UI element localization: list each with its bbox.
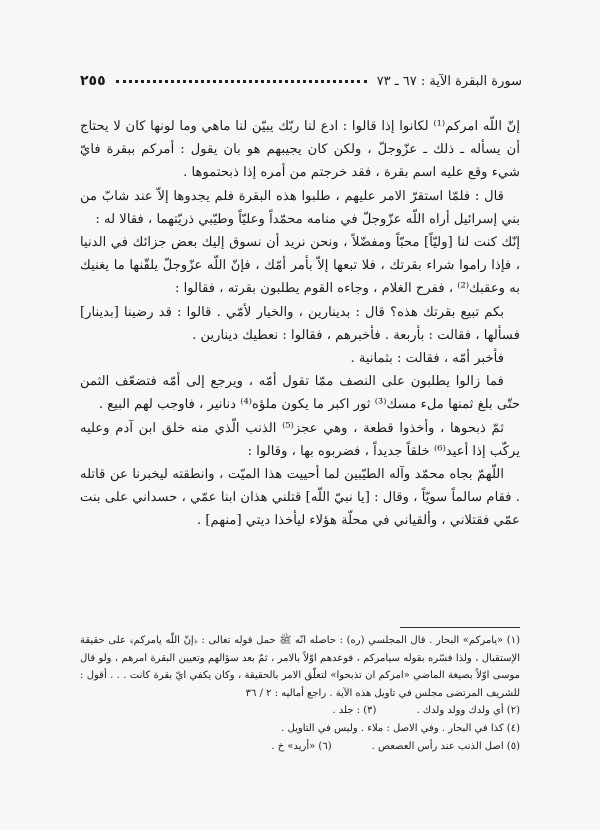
footnote-row: [80, 702, 520, 720]
paragraph: إنّك كنت لنا [وليّاً] محبّاً ومفضّلاً ، ونحن نريد أن نسوق إليك بعض جزائك في الدنيا ، فإذا راموا شراء بقرتك ، فلا تبعها إلاّ بأمر أمّك ، فإنّ اللّه عزّوجلّ يلقّنها ما يغنيك به وعقبك⁽²⁾ ، ففرح الغلام ، وجاءه القوم يطلبون بقرته ، فقالوا :: [80, 235, 520, 297]
paragraph: بكم تبيع بقرتك هذه؟ قال : بدينارين ، والخيار لأمّي . قالوا : قد رضينا [بدينار] فسألها ، فقالت : بأربعة . فأخبرهم ، فقالوا : نعطيك دينارين .: [80, 304, 520, 343]
footnote: (٣) : جلد .: [332, 705, 377, 717]
footnotes: [80, 632, 520, 755]
main-text: [80, 115, 520, 533]
header-dotted-rule: [116, 80, 367, 83]
footnote-row: [80, 738, 520, 756]
paragraph: اللّهمّ بجاه محمّد وآله الطيّبين لما أحييت هذا الميّت ، وانطقته ليخبرنا عن قاتله . فقام سالماً سويّاً ، وقال : [يا نبيّ اللّه] قتلني هذان ابنا عمّي ، حسداني على بنت عمّي فقتلاني ، وألقياني في محلّة هؤلاء ليأخذا ديتي [منهم] .: [80, 467, 520, 529]
paragraph: إنّ اللّه امركم⁽¹⁾ لكانوا إذا قالوا : ادع لنا ربّك يبيّن لنا ماهي وما لونها كان لا يحتاج أن يسأله ـ ذلك ـ عزّوجلّ ، ولكن كان يجيبهم هو بان يقول : أمركم ببقرة فايّ شيء وقع عليه اسم بقرة ، فقد خرجتم من أمره إذا ذبحتموها .: [80, 119, 520, 181]
footnote-separator: [400, 627, 520, 628]
page-header: [80, 70, 522, 92]
footnote: (٦) «أريد» خ .: [271, 740, 332, 752]
paragraph: قال : فلمّا استقرّ الامر عليهم ، طلبوا هذه البقرة فلم يجدوها إلاّ عند شابّ من بني إسرائيل أراه اللّه عزّوجلّ في منامه محمّداً وعليّاً وطيّبي ذريّتهما ، فقالا له :: [80, 188, 520, 227]
footnote: (٢) أي ولدك وولد ولدك .: [416, 705, 520, 717]
paragraph: فأخبر أمّه ، فقالت : بثمانية .: [350, 351, 504, 367]
footnote: (٤) كذا في البحار . وفي الاصل : ملاء . وليس في التاويل .: [281, 722, 520, 734]
footnote: (٥) اصل الذنب عند رأس العصعص .: [371, 740, 520, 752]
paragraph: فما زالوا يطلبون على النصف ممّا تقول أمّه ، ويرجع إلى أمّه فتضعّف الثمن حتّى بلغ ثمنها ملء مسك⁽³⁾ ثور اكبر ما يكون ملؤه⁽⁴⁾ دنانير ، فاوجب لهم البيع .: [80, 374, 520, 413]
page-number: ٢٥٥: [80, 73, 106, 89]
running-title: سورة البقرة الآية : ٦٧ ـ ٧٣: [376, 73, 522, 89]
footnote: (١) «يامركم» البحار . قال المجلسي (ره) : حاصله انّه ﷺ حمل قوله تعالى : ﴿إنّ اللّه يامركم﴾ على حقيقة الإستقبال ، ولذا فسّره بقوله سيامركم ، فوعدهم اوّلاً بالامر ، ثمّ بعد سؤالهم وتعيين البقرة امرهم ، ولو قال موسى اوّلاً بصيغة الماضي «امركم ان تذبحوا» لتعلّق الامر بالحقيقة ، وكان يكفي ايّ بقرة كانت . . . أقول : للشريف المرتضى مجلس في تاويل هذه الآية . راجع أماليه : ٢ / ٣٦: [80, 635, 520, 699]
paragraph: ثمّ ذبحوها ، وأخذوا قطعة ، وهي عجز⁽⁵⁾ الذنب الّذي منه خلق ابن آدم وعليه يركّب إذا أعيد⁽⁶⁾ خلقاً جديداً ، فضربوه بها ، وقالوا :: [80, 420, 520, 459]
